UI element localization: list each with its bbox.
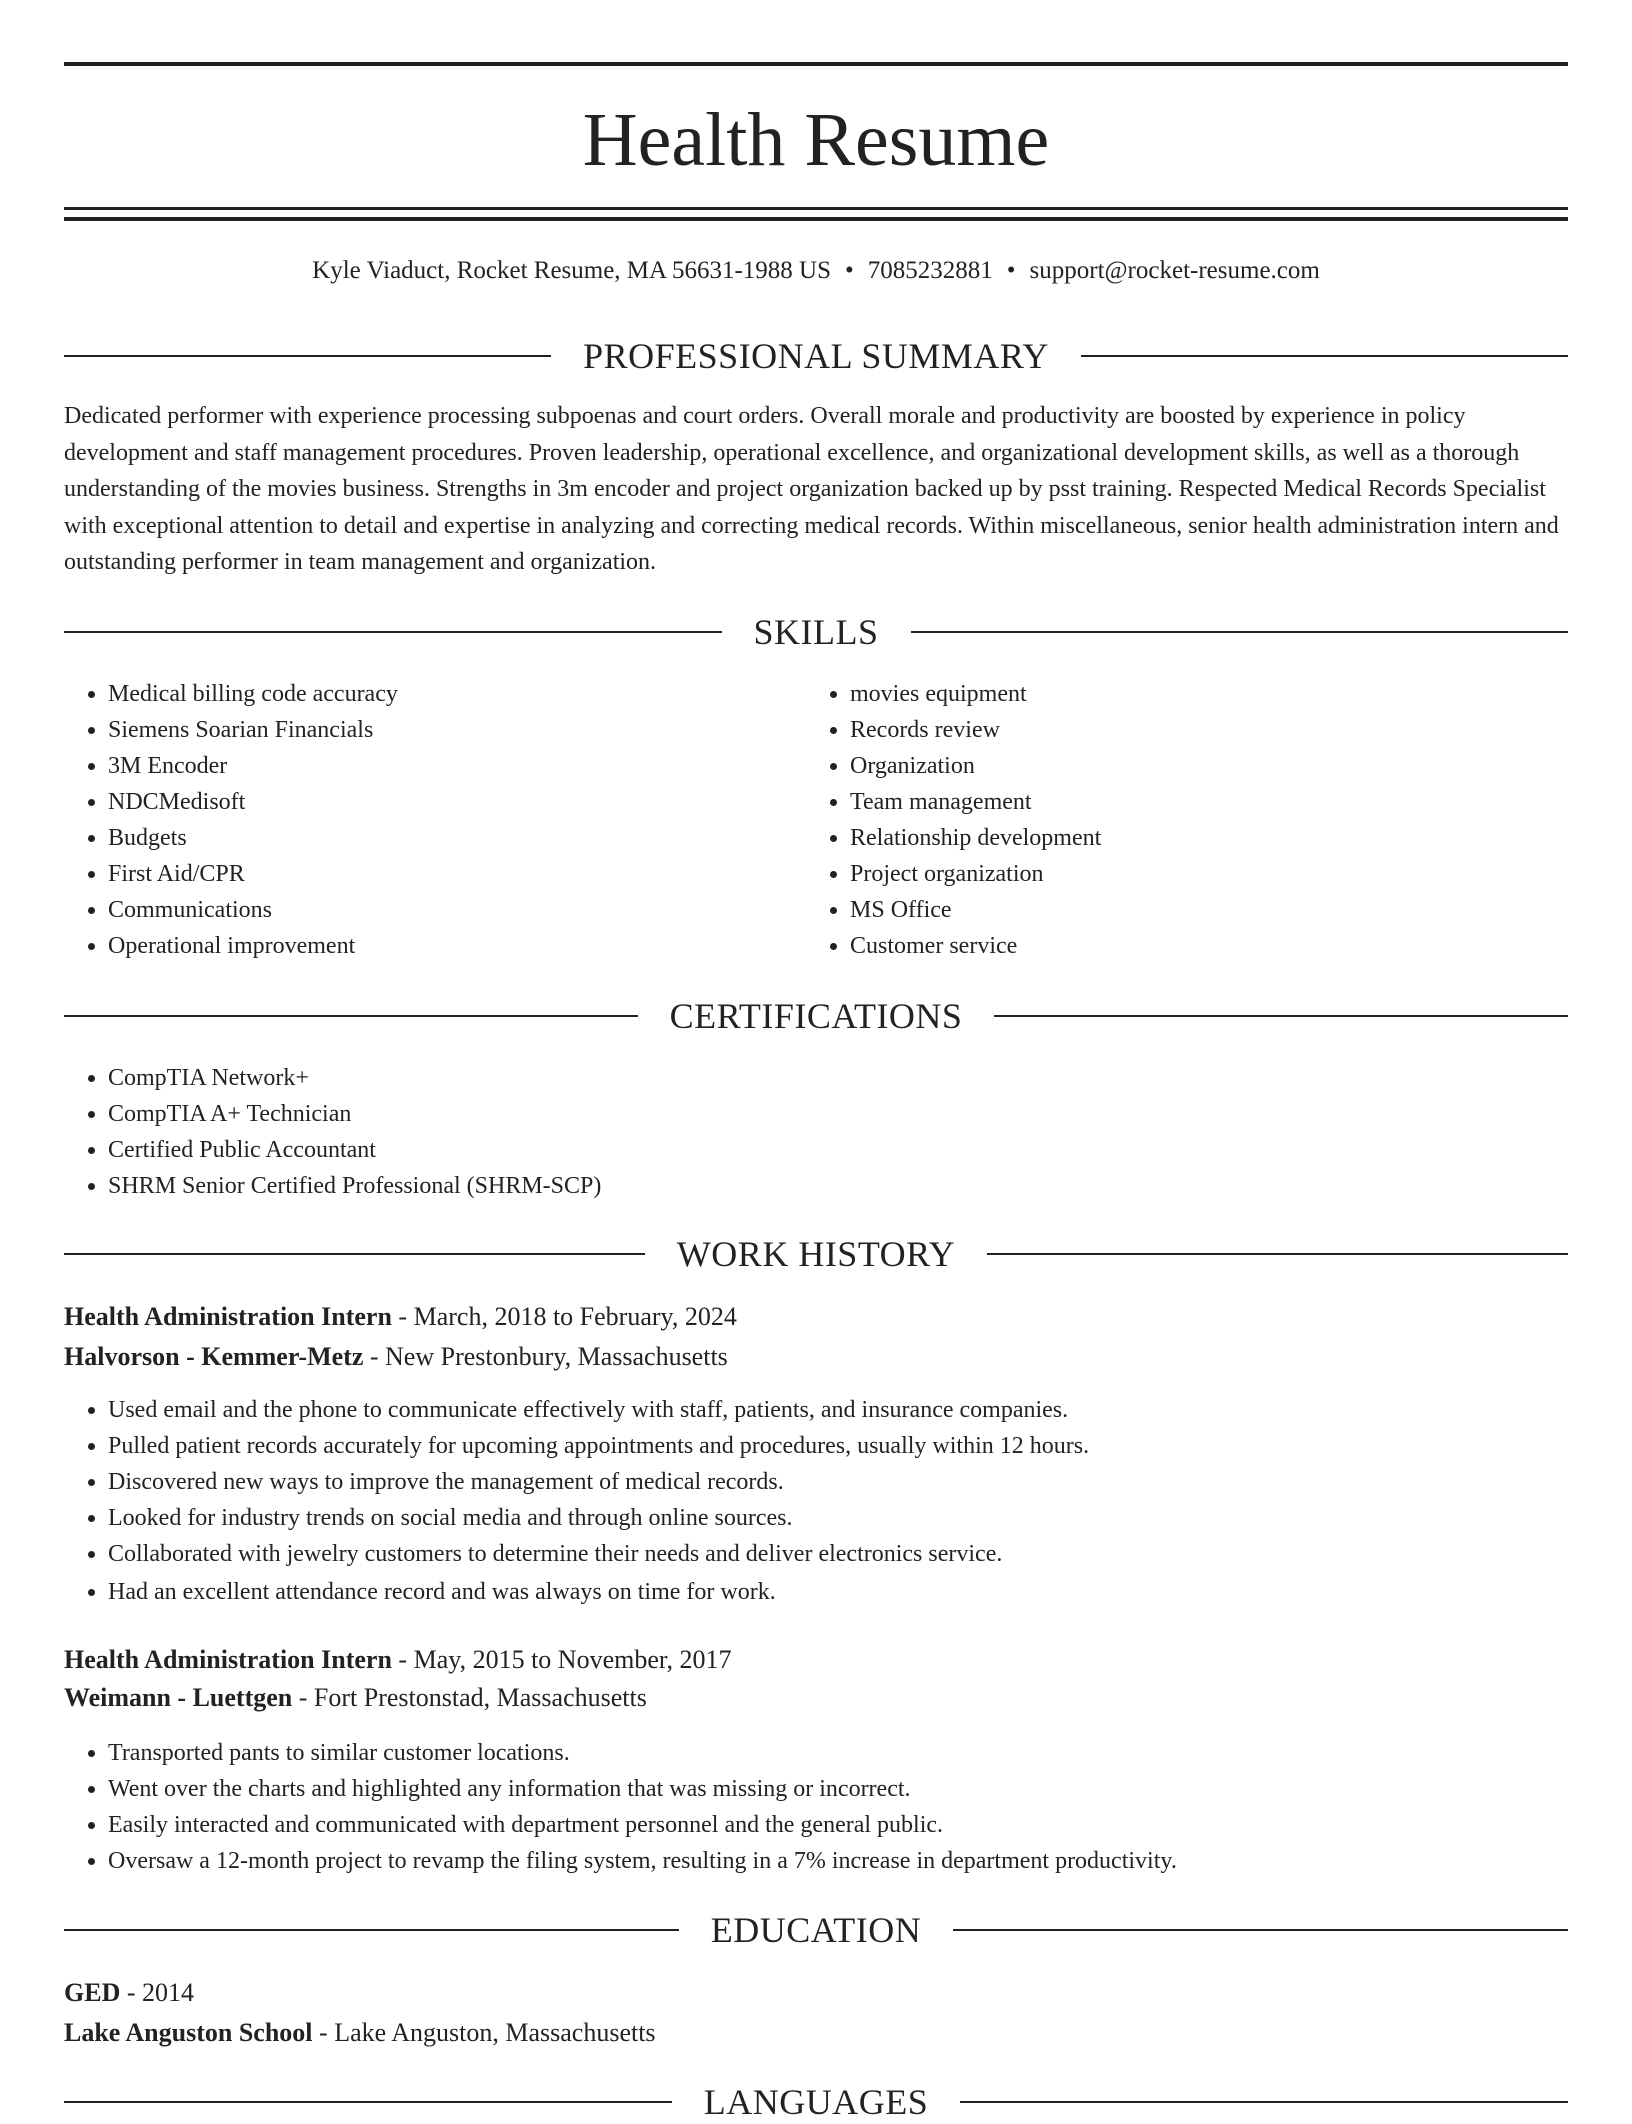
heading-rule	[911, 631, 1569, 633]
job-bullet: • Had an excellent attendance record and was always on time for work.	[108, 1574, 1568, 1610]
top-rule	[64, 62, 1568, 66]
certification-item: • CompTIA Network+	[108, 1060, 1568, 1096]
job-dash: -	[292, 1683, 314, 1712]
summary-text: Dedicated performer with experience processing subpoenas and court orders. Overall morale and productivity are boosted by experience in policy development and staff management procedures. Proven leadership, operational excellence, and organizational development skills, as well as a thorough understanding of the movies business. Strengths in 3m encoder and project organization backed up by psst training. Respected Medical Records Specialist with exceptional attention to detail and expertise in analyzing and correcting medical records. Within miscellaneous, senior health administration intern and outstanding performer in team management and organization.	[64, 403, 1559, 575]
skill-item: • MS Office	[850, 892, 1546, 928]
job-bullet: • Oversaw a 12-month project to revamp the filing system, resulting in a 7% increase in department productivity.	[108, 1843, 1568, 1879]
heading-rule	[64, 2101, 672, 2103]
education-year: 2014	[142, 1978, 195, 2007]
heading-rule	[953, 1929, 1568, 1931]
job-bullets	[64, 1735, 1568, 1879]
skill-item: • First Aid/CPR	[108, 856, 804, 892]
certifications-heading-label: CERTIFICATIONS	[669, 996, 963, 1036]
skill-item: • Budgets	[108, 820, 804, 856]
job-location: New Prestonbury, Massachusetts	[385, 1342, 728, 1371]
job-location: Fort Prestonstad, Massachusetts	[313, 1683, 647, 1712]
skill-item: • Team management	[850, 784, 1546, 820]
education-school-line	[64, 2015, 1568, 2051]
heading-rule	[64, 1929, 679, 1931]
job-bullet: • Transported pants to similar customer locations.	[108, 1735, 1568, 1771]
education-heading-label: EDUCATION	[710, 1910, 922, 1950]
contact-line	[64, 254, 1568, 288]
heading-rule	[64, 1253, 645, 1255]
job-bullets	[64, 1392, 1568, 1610]
contact-separator: •	[1006, 257, 1016, 284]
skills-right-column	[806, 676, 1546, 964]
education-degree-line	[64, 1975, 1568, 2011]
job-company: Weimann - Luettgen	[64, 1683, 293, 1712]
skill-item: • Records review	[850, 712, 1546, 748]
education-degree: GED	[64, 1978, 121, 2007]
heading-rule	[987, 1253, 1568, 1255]
title-double-rule	[64, 207, 1568, 221]
certifications-heading	[64, 994, 1568, 1038]
skills-left-list	[64, 676, 804, 964]
job-bullet: • Collaborated with jewelry customers to determine their needs and deliver electronics service.	[108, 1536, 1568, 1572]
job-bullet: • Easily interacted and communicated with department personnel and the general public.	[108, 1807, 1568, 1843]
certification-item: • CompTIA A+ Technician	[108, 1096, 1568, 1132]
job-bullet: • Looked for industry trends on social media and through online sources.	[108, 1500, 1568, 1536]
summary-heading-label: PROFESSIONAL SUMMARY	[583, 336, 1049, 376]
education-heading	[64, 1908, 1568, 1952]
skills-right-list	[806, 676, 1546, 964]
job-bullet: • Discovered new ways to improve the management of medical records.	[108, 1464, 1568, 1500]
heading-rule	[994, 1015, 1568, 1017]
job-bullet: • Went over the charts and highlighted any information that was missing or incorrect.	[108, 1771, 1568, 1807]
contact-separator: •	[845, 257, 854, 284]
skill-item: • 3M Encoder	[108, 748, 804, 784]
skill-item: • Organization	[850, 748, 1546, 784]
languages-heading-label: LANGUAGES	[703, 2082, 929, 2122]
education-dash: -	[120, 1978, 143, 2007]
certification-item: • Certified Public Accountant	[108, 1132, 1568, 1168]
resume-title: Health Resume	[582, 98, 1050, 182]
skills-left-column	[64, 676, 804, 964]
contact-phone: 7085232881	[867, 257, 993, 284]
job-bullet-list	[64, 1735, 1568, 1879]
job-company-line	[64, 1339, 1568, 1375]
education-school: Lake Anguston School	[64, 2018, 313, 2047]
job-dash: -	[363, 1342, 386, 1371]
education-location: Lake Anguston, Massachusetts	[334, 2018, 656, 2047]
job-dates: May, 2015 to November, 2017	[413, 1645, 732, 1674]
heading-rule	[960, 2101, 1568, 2103]
job-dash: -	[391, 1302, 414, 1331]
job-dash: -	[391, 1645, 414, 1674]
contact-address: Kyle Viaduct, Rocket Resume, MA 56631-1988 US	[312, 257, 831, 284]
job-bullet-list	[64, 1392, 1568, 1610]
skill-item: • Customer service	[850, 928, 1546, 964]
job-title-line	[64, 1642, 1568, 1678]
skill-item: • Communications	[108, 892, 804, 928]
job-company-line	[64, 1680, 1568, 1716]
skills-heading-label: SKILLS	[753, 612, 879, 652]
languages-heading	[64, 2080, 1568, 2124]
heading-rule	[1081, 355, 1568, 357]
heading-rule	[64, 631, 722, 633]
skills-heading	[64, 610, 1568, 654]
job-title-line	[64, 1299, 1568, 1335]
certification-item: • SHRM Senior Certified Professional (SHRM-SCP)	[108, 1168, 1568, 1204]
heading-rule	[64, 1015, 638, 1017]
certifications-block	[64, 1060, 1568, 1204]
work-heading	[64, 1232, 1568, 1276]
job-title: Health Administration Intern	[64, 1302, 392, 1331]
job-company: Halvorson - Kemmer-Metz	[64, 1342, 364, 1371]
skill-item: • movies equipment	[850, 676, 1546, 712]
work-heading-label: WORK HISTORY	[676, 1234, 956, 1274]
skill-item: • Medical billing code accuracy	[108, 676, 804, 712]
skill-item: • Project organization	[850, 856, 1546, 892]
contact-email: support@rocket-resume.com	[1029, 257, 1320, 284]
skill-item: • Siemens Soarian Financials	[108, 712, 804, 748]
skill-item: • NDCMedisoft	[108, 784, 804, 820]
job-title: Health Administration Intern	[64, 1645, 392, 1674]
job-dates: March, 2018 to February, 2024	[413, 1302, 737, 1331]
summary-heading	[64, 334, 1568, 378]
skill-item: • Operational improvement	[108, 928, 804, 964]
education-dash: -	[312, 2018, 335, 2047]
certifications-list	[64, 1060, 1568, 1204]
heading-rule	[64, 355, 551, 357]
skill-item: • Relationship development	[850, 820, 1546, 856]
job-bullet: • Used email and the phone to communicate effectively with staff, patients, and insurance companies.	[108, 1392, 1568, 1428]
job-bullet: • Pulled patient records accurately for upcoming appointments and procedures, usually within 12 hours.	[108, 1428, 1568, 1464]
